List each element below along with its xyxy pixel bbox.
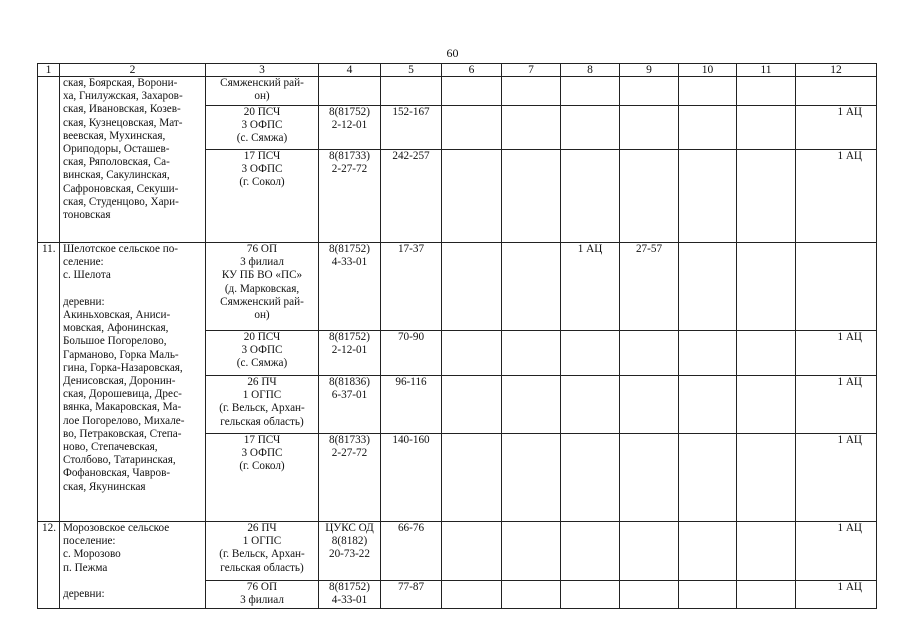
col-header-1: 1 <box>38 64 60 77</box>
distance-cell: 17-37 <box>381 243 442 331</box>
fire-unit-cell: 76 ОП 3 филиал <box>206 581 319 609</box>
phone-cell <box>319 77 381 106</box>
col-header-6: 6 <box>442 64 502 77</box>
phone-cell: 8(81836) 6-37-01 <box>319 376 381 434</box>
phone-cell: 8(81752) 2-12-01 <box>319 331 381 376</box>
column-number-row <box>38 64 877 77</box>
distance-cell: 66-76 <box>381 522 442 581</box>
equipment-cell: 1 АЦ <box>796 434 877 522</box>
phone-cell: 8(81733) 2-27-72 <box>319 434 381 522</box>
equipment-cell: 1 АЦ <box>561 243 620 331</box>
equipment-cell: 1 АЦ <box>796 106 877 150</box>
phone-cell: 8(81733) 2-27-72 <box>319 150 381 243</box>
fire-unit-cell: 26 ПЧ 1 ОГПС (г. Вельск, Архан- гельская область) <box>206 376 319 434</box>
col-header-7: 7 <box>502 64 561 77</box>
page-number: 60 <box>446 46 459 60</box>
col-header-8: 8 <box>561 64 620 77</box>
fire-unit-cell: Сямженский рай- он) <box>206 77 319 106</box>
row-number: 12. <box>38 522 60 609</box>
fire-unit-cell: 26 ПЧ 1 ОГПС (г. Вельск, Архан- гельская область) <box>206 522 319 581</box>
distance-cell: 242-257 <box>381 150 442 243</box>
col-header-5: 5 <box>381 64 442 77</box>
settlements-cell: ская, Боярская, Ворони- ха, Гнилужская, Захаров- ская, Ивановская, Козев- ская, Кузнецовская, Мат- веевская, Мухинская, Ориподоры, Осташев- ская, Ряполовская, Са- винская, Сакулинская, Сафроновская, Секуши- ская, Студенцово, Хари- тоновская <box>60 77 206 243</box>
equipment-cell: 1 АЦ <box>796 581 877 609</box>
phone-cell: 8(81752) 4-33-01 <box>319 581 381 609</box>
fire-protection-table <box>37 63 877 609</box>
table-row <box>38 522 877 581</box>
distance-cell: 140-160 <box>381 434 442 522</box>
row-number <box>38 77 60 243</box>
equipment-cell: 1 АЦ <box>796 522 877 581</box>
fire-unit-cell: 20 ПСЧ 3 ОФПС (с. Сямжа) <box>206 331 319 376</box>
phone-cell: 8(81752) 4-33-01 <box>319 243 381 331</box>
fire-unit-cell: 17 ПСЧ 3 ОФПС (г. Сокол) <box>206 150 319 243</box>
col-header-10: 10 <box>679 64 737 77</box>
fire-unit-cell: 20 ПСЧ 3 ОФПС (с. Сямжа) <box>206 106 319 150</box>
equipment-cell <box>796 243 877 331</box>
equipment-cell: 1 АЦ <box>796 150 877 243</box>
equipment-cell: 1 АЦ <box>796 376 877 434</box>
fire-unit-cell: 17 ПСЧ 3 ОФПС (г. Сокол) <box>206 434 319 522</box>
equipment-cell <box>796 77 877 106</box>
col-header-4: 4 <box>319 64 381 77</box>
distance-cell: 70-90 <box>381 331 442 376</box>
row-number: 11. <box>38 243 60 522</box>
phone-cell: 8(81752) 2-12-01 <box>319 106 381 150</box>
col-header-9: 9 <box>620 64 679 77</box>
col-header-12: 12 <box>796 64 877 77</box>
col-header-3: 3 <box>206 64 319 77</box>
distance-cell: 77-87 <box>381 581 442 609</box>
distance-cell <box>381 77 442 106</box>
table-row <box>38 77 877 106</box>
distance-cell: 27-57 <box>620 243 679 331</box>
fire-unit-cell: 76 ОП 3 филиал КУ ПБ ВО «ПС» (д. Марковская, Сямженский рай- он) <box>206 243 319 331</box>
col-header-11: 11 <box>737 64 796 77</box>
distance-cell: 152-167 <box>381 106 442 150</box>
phone-cell: ЦУКС ОД 8(8182) 20-73-22 <box>319 522 381 581</box>
distance-cell: 96-116 <box>381 376 442 434</box>
equipment-cell: 1 АЦ <box>796 331 877 376</box>
table-row <box>38 243 877 331</box>
settlements-cell: Морозовское сельское поселение: с. Морозово п. Пежма деревни: <box>60 522 206 609</box>
col-header-2: 2 <box>60 64 206 77</box>
settlements-cell: Шелотское сельское по- селение: с. Шелота деревни: Акиньховская, Аниси- мовская, Афонинская, Большое Погорелово, Гарманово, Горка Маль- гина, Горка-Назаровская, Денисовская, Доронин- ская, Дорошевица, Дрес- вянка, Макаровская, Ма- лое Погорелово, Михале- во, Петраковская, Степа- ново, Степачевская, Столбово, Татаринская, Фофановская, Чавров- ская, Якунинская <box>60 243 206 522</box>
